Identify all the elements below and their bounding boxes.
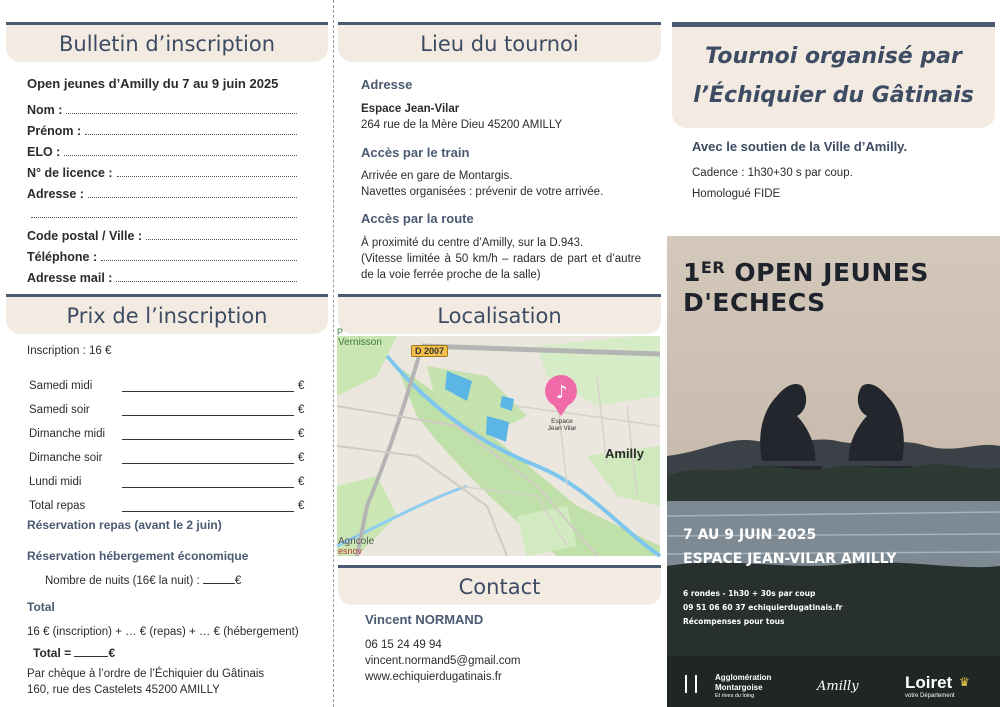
field-mail[interactable]: Adresse mail : [27, 271, 297, 285]
field-adresse-2[interactable] [27, 208, 297, 218]
map-label-vernisson: Vernisson [338, 337, 382, 348]
prix-title: Prix de l’inscription [6, 294, 328, 334]
localisation-title: Localisation [338, 294, 661, 334]
map-label-amilly: Amilly [605, 446, 645, 461]
route-line-1: À proximité du centre d’Amilly, sur la D.943. [361, 237, 584, 249]
svg-text:♪: ♪ [556, 382, 568, 403]
bulletin-title: Bulletin d’inscription [6, 22, 328, 62]
poster-title-2: D'ECHECS [683, 288, 826, 317]
meal-row[interactable]: Samedi midi € [29, 380, 305, 392]
contact-email[interactable]: vincent.normand5@gmail.com [365, 655, 521, 667]
organiser-band [672, 22, 995, 128]
homologue: Homologué FIDE [692, 188, 781, 200]
map-label-espace: Espace Jean Vilar [547, 418, 577, 432]
total-field[interactable]: Total = € [33, 646, 116, 660]
cheque-line-1: Par chèque à l’ordre de l’Échiquier du Gâtinais [27, 668, 265, 680]
adresse-name: Espace Jean-Vilar [361, 103, 460, 115]
train-line-1: Arrivée en gare de Montargis. [361, 170, 513, 182]
map-label-esnov: esnov [338, 546, 363, 556]
map-label-road: D 2007 [411, 345, 448, 357]
poster-contact: 09 51 06 60 37 echiquierdugatinais.fr [683, 603, 843, 612]
map-label-p: P [337, 327, 344, 337]
map-label-agricole: Agricole [338, 536, 375, 547]
fold-line-1 [333, 0, 334, 707]
total-formula: 16 € (inscription) + … € (repas) + … € (hébergement) [27, 626, 299, 638]
logo-loiret: Loiret votre Département ♛ [905, 673, 970, 699]
meal-row[interactable]: Dimanche soir € [29, 452, 305, 464]
cheque-line-2: 160, rue des Castelets 45200 AMILLY [27, 684, 220, 696]
cadence: Cadence : 1h30+30 s par coup. [692, 167, 853, 179]
train-heading: Accès par le train [361, 145, 470, 160]
inscription-price: Inscription : 16 € [27, 345, 112, 357]
total-heading: Total [27, 600, 55, 614]
field-prenom[interactable]: Prénom : [27, 124, 297, 138]
field-telephone[interactable]: Téléphone : [27, 250, 297, 264]
organiser-title-2: l’Échiquier du Gâtinais [693, 83, 974, 108]
lieu-title: Lieu du tournoi [338, 22, 661, 62]
field-elo[interactable]: ELO : [27, 145, 297, 159]
poster-title-1: 1ER OPEN JEUNES [683, 258, 929, 287]
nuits-field[interactable]: Nombre de nuits (16€ la nuit) : € [45, 575, 242, 587]
loiret-crown-icon: ♛ [959, 675, 970, 689]
field-licence[interactable]: N° de licence : [27, 166, 297, 180]
meal-row-total[interactable]: Total repas € [29, 500, 305, 512]
adresse-heading: Adresse [361, 77, 413, 92]
reservation-hebergement-heading: Réservation hébergement économique [27, 549, 249, 563]
route-line-2: (Vitesse limitée à 50 km/h – radars de part et d’autre de la voie ferrée proche de la salle) [361, 253, 641, 281]
contact-title: Contact [338, 565, 661, 605]
logo-amilly: Amilly [817, 679, 859, 694]
poster-dates: 7 AU 9 JUIN 2025 [683, 527, 817, 543]
meal-row[interactable]: Dimanche midi € [29, 428, 305, 440]
contact-phone: 06 15 24 49 94 [365, 639, 442, 651]
meal-row[interactable]: Lundi midi € [29, 476, 305, 488]
organiser-title-1: Tournoi organisé par [705, 44, 962, 69]
open-title: Open jeunes d’Amilly du 7 au 9 juin 2025 [27, 76, 279, 91]
poster-rondes: 6 rondes - 1h30 + 30s par coup [683, 589, 816, 598]
poster-place: ESPACE JEAN-VILAR AMILLY [683, 551, 897, 567]
field-cp-ville[interactable]: Code postal / Ville : [27, 229, 297, 243]
poster: 1ER OPEN JEUNES D'ECHECS 7 AU 9 JUIN 2025 ESPACE JEAN-VILAR AMILLY 6 rondes - 1h30 + 30s par coup 09 51 06 60 37 echiquierdugatinais.fr Récompenses pour tous Agglomération Montargoise Et rives du loing Amilly Loiret votre Département ♛ [667, 236, 1000, 707]
map[interactable] [337, 327, 660, 556]
contact-website[interactable]: www.echiquierdugatinais.fr [365, 671, 502, 683]
field-nom[interactable]: Nom : [27, 103, 297, 117]
poster-recompenses: Récompenses pour tous [683, 617, 785, 626]
meal-row[interactable]: Samedi soir € [29, 404, 305, 416]
adresse-line: 264 rue de la Mère Dieu 45200 AMILLY [361, 119, 563, 131]
contact-name: Vincent NORMAND [365, 612, 484, 627]
soutien: Avec le soutien de la Ville d’Amilly. [692, 139, 908, 154]
route-heading: Accès par la route [361, 211, 474, 226]
reservation-repas-heading: Réservation repas (avant le 2 juin) [27, 518, 222, 532]
agglo-icon [685, 675, 697, 693]
train-line-2: Navettes organisées : prévenir de votre arrivée. [361, 186, 604, 198]
field-adresse[interactable]: Adresse : [27, 187, 297, 201]
